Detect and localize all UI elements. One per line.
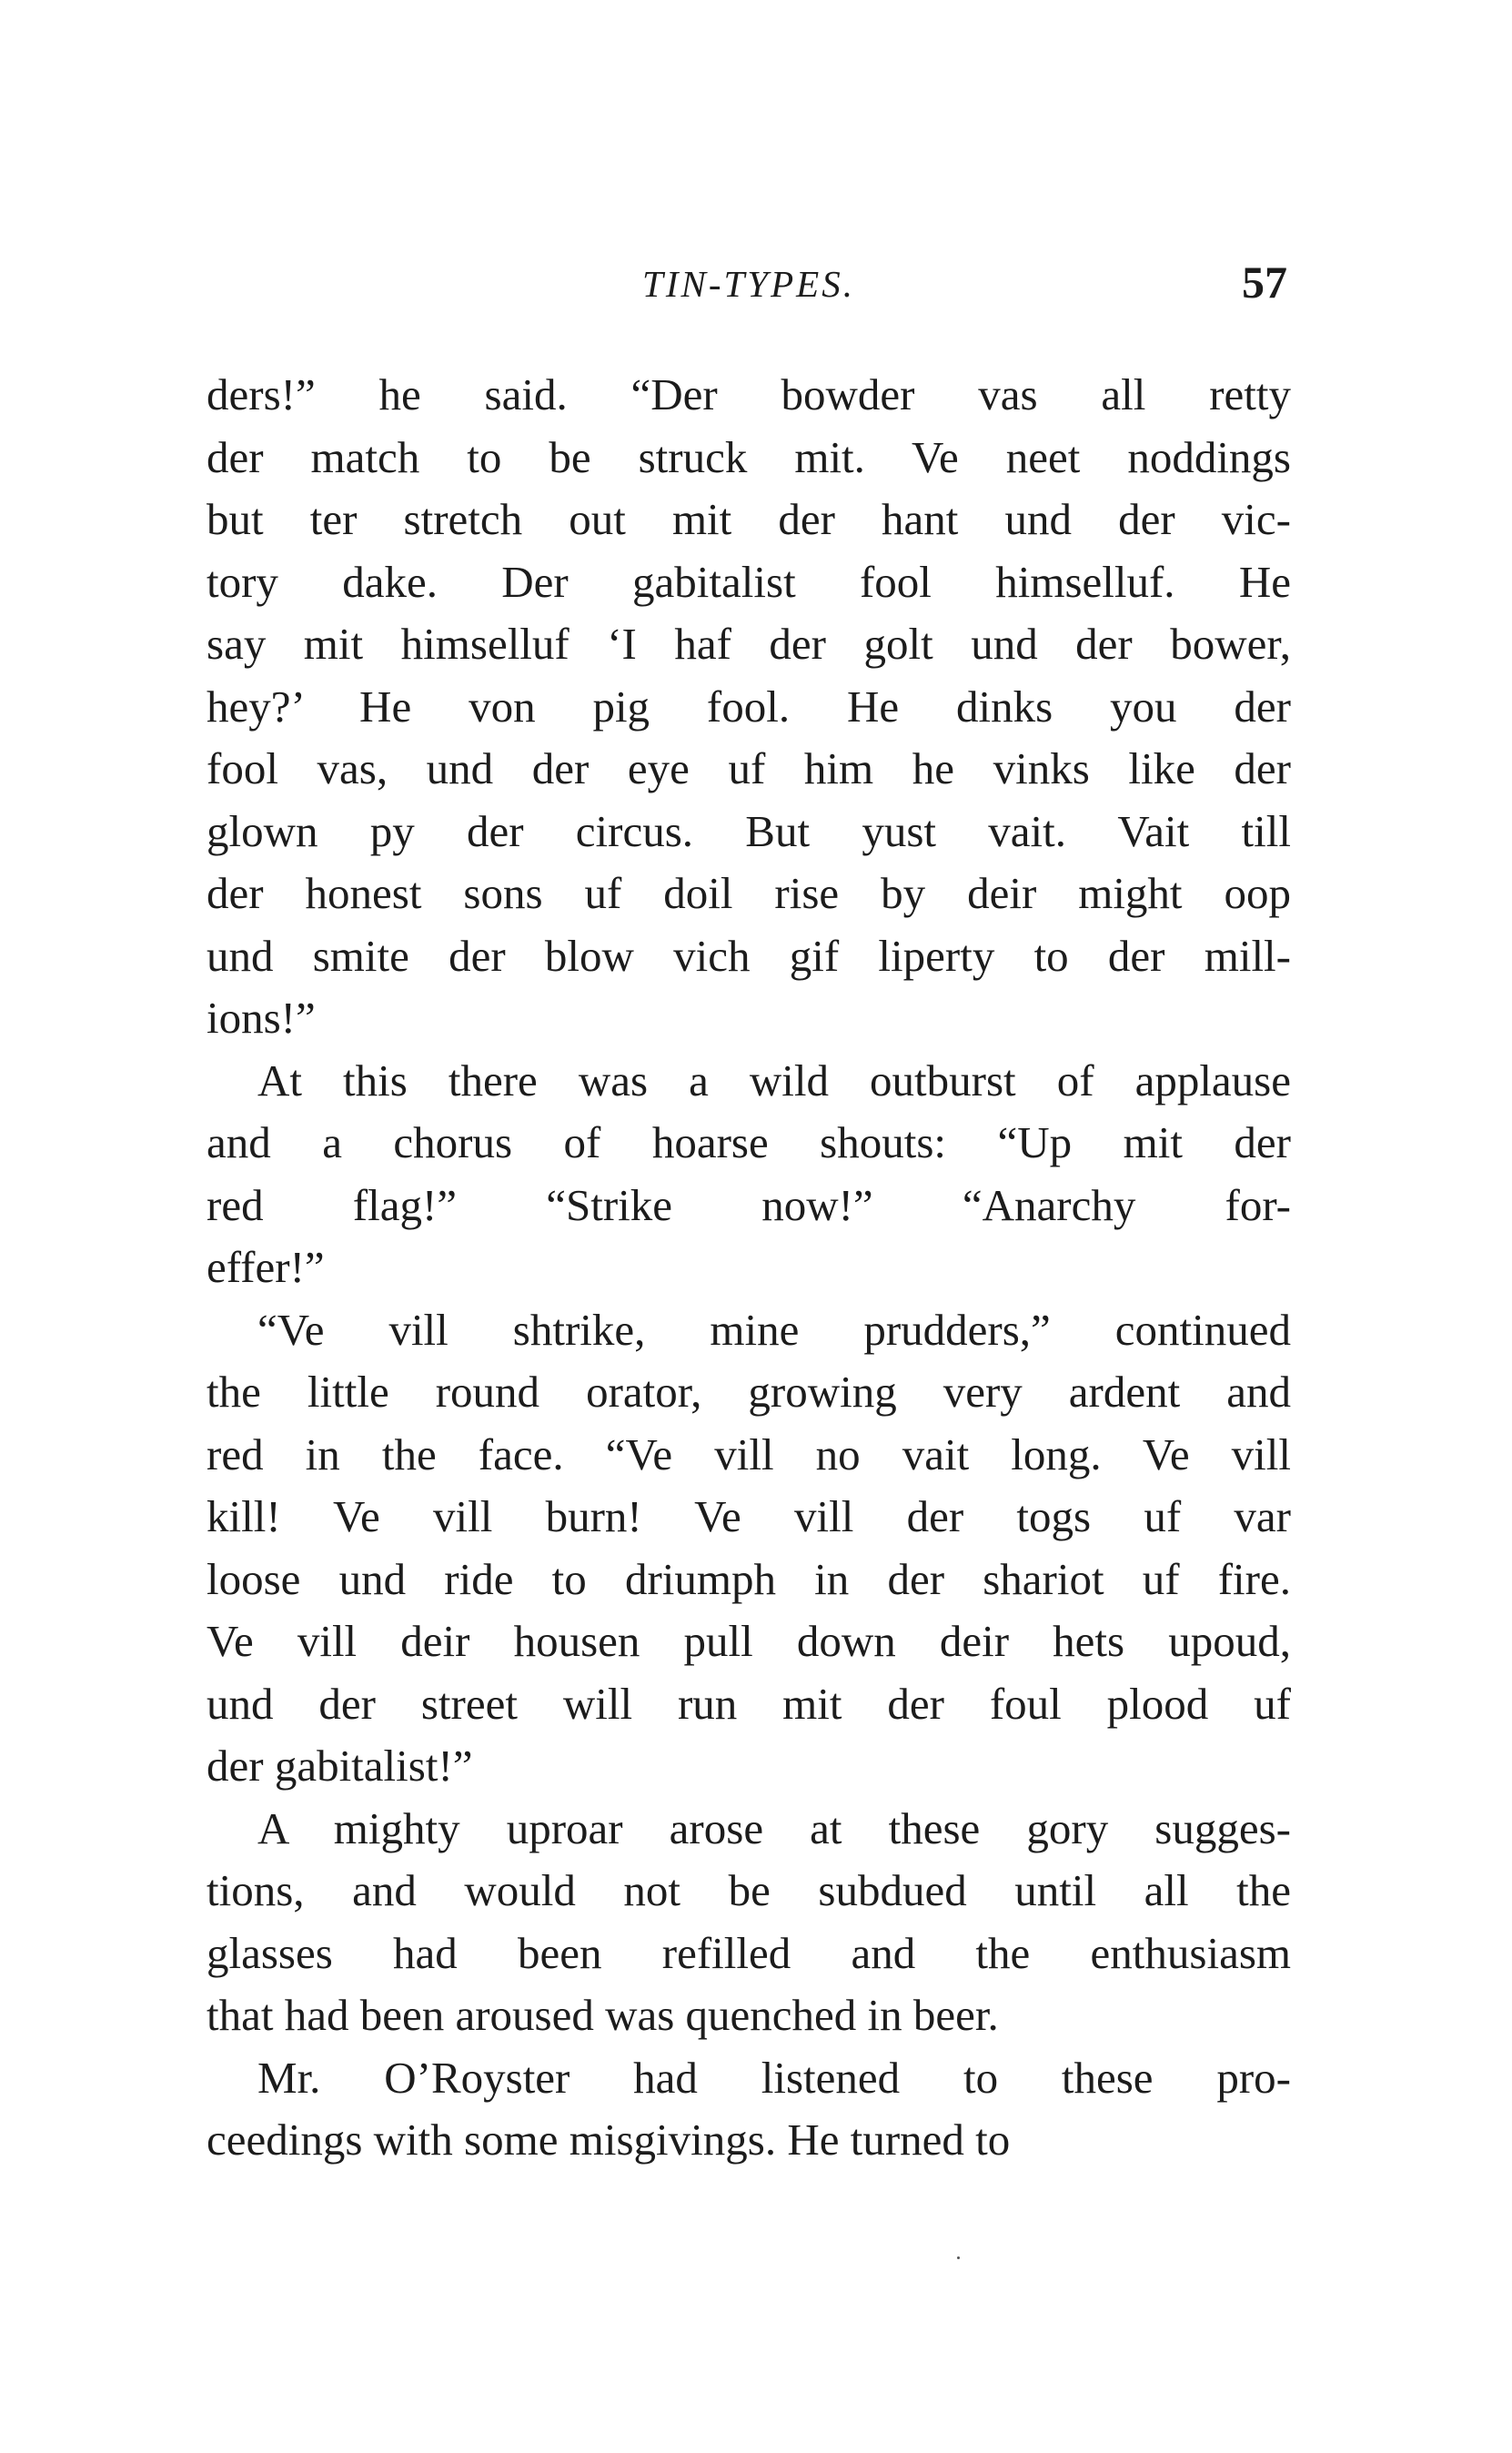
text-line: A mighty uproar arose at these gory sugges- <box>257 1802 1291 1853</box>
text-line: loose und ride to driumph in der shariot uf fire. <box>207 1553 1291 1604</box>
text-line: Ve vill deir housen pull down deir hets upoud, <box>207 1616 1291 1666</box>
paragraph <box>207 364 1291 1050</box>
text-line: “Ve vill shtrike, mine prudders,” continued <box>257 1304 1291 1355</box>
text-line: und der street will run mit der foul plood uf <box>207 1678 1291 1729</box>
text-line: effer!” <box>207 1242 325 1292</box>
text-line: the little round orator, growing very ardent and <box>207 1367 1291 1417</box>
text-line: that had been aroused was quenched in beer. <box>207 1990 999 2040</box>
paragraph <box>207 1798 1291 2047</box>
print-speck <box>957 2256 960 2259</box>
text-line: tory dake. Der gabitalist fool himselluf. He <box>207 556 1291 607</box>
paragraph <box>207 1050 1291 1299</box>
paragraph <box>207 1299 1291 1798</box>
text-line: hey?’ He von pig fool. He dinks you der <box>207 681 1291 732</box>
text-line: der gabitalist!” <box>207 1741 473 1791</box>
body-text <box>207 364 1291 2172</box>
text-line: At this there was a wild outburst of applause <box>257 1055 1291 1105</box>
text-line: ders!” he said. “Der bowder vas all retty <box>207 369 1291 419</box>
text-line: und smite der blow vich gif liperty to der mill- <box>207 930 1291 981</box>
text-line: Mr. O’Royster had listened to these pro- <box>257 2052 1291 2103</box>
text-line: der honest sons uf doil rise by deir might oop <box>207 868 1291 918</box>
text-line: glown py der circus. But yust vait. Vait till <box>207 805 1291 856</box>
text-line: kill! Ve vill burn! Ve vill der togs uf var <box>207 1491 1291 1541</box>
running-title: TIN-TYPES. <box>642 263 855 305</box>
text-line: der match to be struck mit. Ve neet noddings <box>207 431 1291 482</box>
paragraph <box>207 2047 1291 2172</box>
text-line: and a chorus of hoarse shouts: “Up mit der <box>207 1117 1291 1167</box>
text-line: glasses had been refilled and the enthusiasm <box>207 1927 1291 1978</box>
text-line: but ter stretch out mit der hant und der vic- <box>207 494 1291 544</box>
text-line: tions, and would not be subdued until all the <box>207 1865 1291 1915</box>
text-line: red in the face. “Ve vill no vait long. Ve vill <box>207 1428 1291 1479</box>
text-line: say mit himselluf ‘I haf der golt und der bower, <box>207 619 1291 669</box>
text-line: ceedings with some misgivings. He turned to <box>207 2115 1011 2165</box>
running-head <box>207 257 1291 311</box>
page-number: 57 <box>1242 257 1287 308</box>
text-line: red flag!” “Strike now!” “Anarchy for- <box>207 1179 1291 1230</box>
text-line: fool vas, und der eye uf him he vinks like der <box>207 743 1291 793</box>
text-line: ions!” <box>207 993 316 1043</box>
